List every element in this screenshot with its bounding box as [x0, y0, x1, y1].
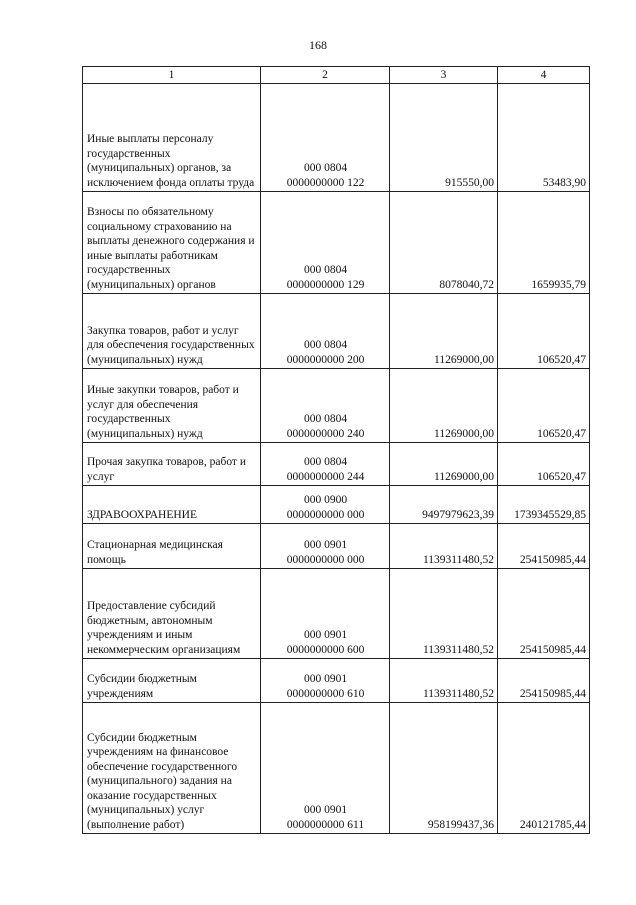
- row-name: Иные закупки товаров, работ и услуг для обеспечения государственных (муниципальных) нужд: [83, 369, 261, 443]
- row-value-actual: 106520,47: [498, 369, 590, 443]
- row-value-plan: 11269000,00: [390, 443, 498, 486]
- code-item: 0000000000 129: [286, 278, 365, 291]
- code-item: 0000000000 000: [286, 508, 365, 521]
- code-section: 000 0900: [303, 494, 348, 506]
- row-value-actual: 254150985,44: [498, 659, 590, 703]
- code-section: 000 0804: [303, 456, 348, 468]
- table-row: [83, 192, 590, 294]
- table-row: [83, 659, 590, 703]
- column-header-3: 3: [390, 67, 498, 84]
- code-section: 000 0804: [303, 339, 348, 351]
- row-value-actual: 1739345529,85: [498, 486, 590, 524]
- row-name: Субсидии бюджетным учреждениям: [83, 659, 261, 703]
- row-value-plan: 1139311480,52: [390, 659, 498, 703]
- table-row: [83, 524, 590, 569]
- table-header-row: [83, 67, 590, 84]
- row-code: [261, 294, 390, 369]
- row-value-actual: 254150985,44: [498, 569, 590, 659]
- row-code: [261, 659, 390, 703]
- budget-table: [82, 66, 590, 834]
- column-header-1: 1: [83, 67, 261, 84]
- table-row: [83, 703, 590, 834]
- row-name: Субсидии бюджетным учреждениям на финансовое обеспечение государственного (муниципального) задания на оказание государственных (муниципальных) услуг (выполнение работ): [83, 703, 261, 834]
- row-code: [261, 486, 390, 524]
- table-row: [83, 84, 590, 192]
- code-section: 000 0804: [303, 264, 348, 276]
- row-value-actual: 106520,47: [498, 443, 590, 486]
- row-code: [261, 569, 390, 659]
- row-value-plan: 8078040,72: [390, 192, 498, 294]
- row-name: Предоставление субсидий бюджетным, автономным учреждениям и иным некоммерческим организациям: [83, 569, 261, 659]
- code-item: 0000000000 611: [286, 818, 365, 831]
- row-code: [261, 703, 390, 834]
- row-value-actual: 254150985,44: [498, 524, 590, 569]
- page-number: 168: [309, 38, 327, 52]
- row-value-plan: 915550,00: [390, 84, 498, 192]
- row-name: Иные выплаты персоналу государственных (муниципальных) органов, за исключением фонда оплаты труда: [83, 84, 261, 192]
- row-name: Закупка товаров, работ и услуг для обеспечения государственных (муниципальных) нужд: [83, 294, 261, 369]
- code-section: 000 0901: [303, 539, 348, 551]
- row-value-plan: 11269000,00: [390, 369, 498, 443]
- row-value-plan: 1139311480,52: [390, 569, 498, 659]
- row-code: [261, 192, 390, 294]
- table-row: [83, 294, 590, 369]
- code-section: 000 0901: [303, 804, 348, 816]
- code-item: 0000000000 000: [286, 553, 365, 566]
- column-header-4: 4: [498, 67, 590, 84]
- code-item: 0000000000 600: [286, 643, 365, 656]
- row-code: [261, 443, 390, 486]
- row-value-actual: 240121785,44: [498, 703, 590, 834]
- column-header-2: 2: [261, 67, 390, 84]
- row-value-plan: 1139311480,52: [390, 524, 498, 569]
- table-row: [83, 486, 590, 524]
- row-code: [261, 524, 390, 569]
- code-section: 000 0804: [303, 413, 348, 425]
- row-value-plan: 11269000,00: [390, 294, 498, 369]
- code-section: 000 0901: [303, 629, 348, 641]
- code-section: 000 0901: [303, 673, 348, 685]
- row-value-actual: 53483,90: [498, 84, 590, 192]
- table-row: [83, 443, 590, 486]
- row-value-actual: 1659935,79: [498, 192, 590, 294]
- row-value-actual: 106520,47: [498, 294, 590, 369]
- row-code: [261, 84, 390, 192]
- row-value-plan: 958199437,36: [390, 703, 498, 834]
- row-name: Стационарная медицинская помощь: [83, 524, 261, 569]
- code-section: 000 0804: [303, 162, 348, 174]
- code-item: 0000000000 122: [286, 176, 365, 189]
- code-item: 0000000000 200: [286, 353, 365, 366]
- row-value-plan: 9497979623,39: [390, 486, 498, 524]
- row-name: ЗДРАВООХРАНЕНИЕ: [83, 486, 261, 524]
- code-item: 0000000000 240: [286, 427, 365, 440]
- code-item: 0000000000 610: [286, 687, 365, 700]
- row-name: Прочая закупка товаров, работ и услуг: [83, 443, 261, 486]
- table-row: [83, 569, 590, 659]
- table-row: [83, 369, 590, 443]
- row-code: [261, 369, 390, 443]
- code-item: 0000000000 244: [286, 470, 365, 483]
- row-name: Взносы по обязательному социальному страхованию на выплаты денежного содержания и иные выплаты работникам государственных (муниципальных) органов: [83, 192, 261, 294]
